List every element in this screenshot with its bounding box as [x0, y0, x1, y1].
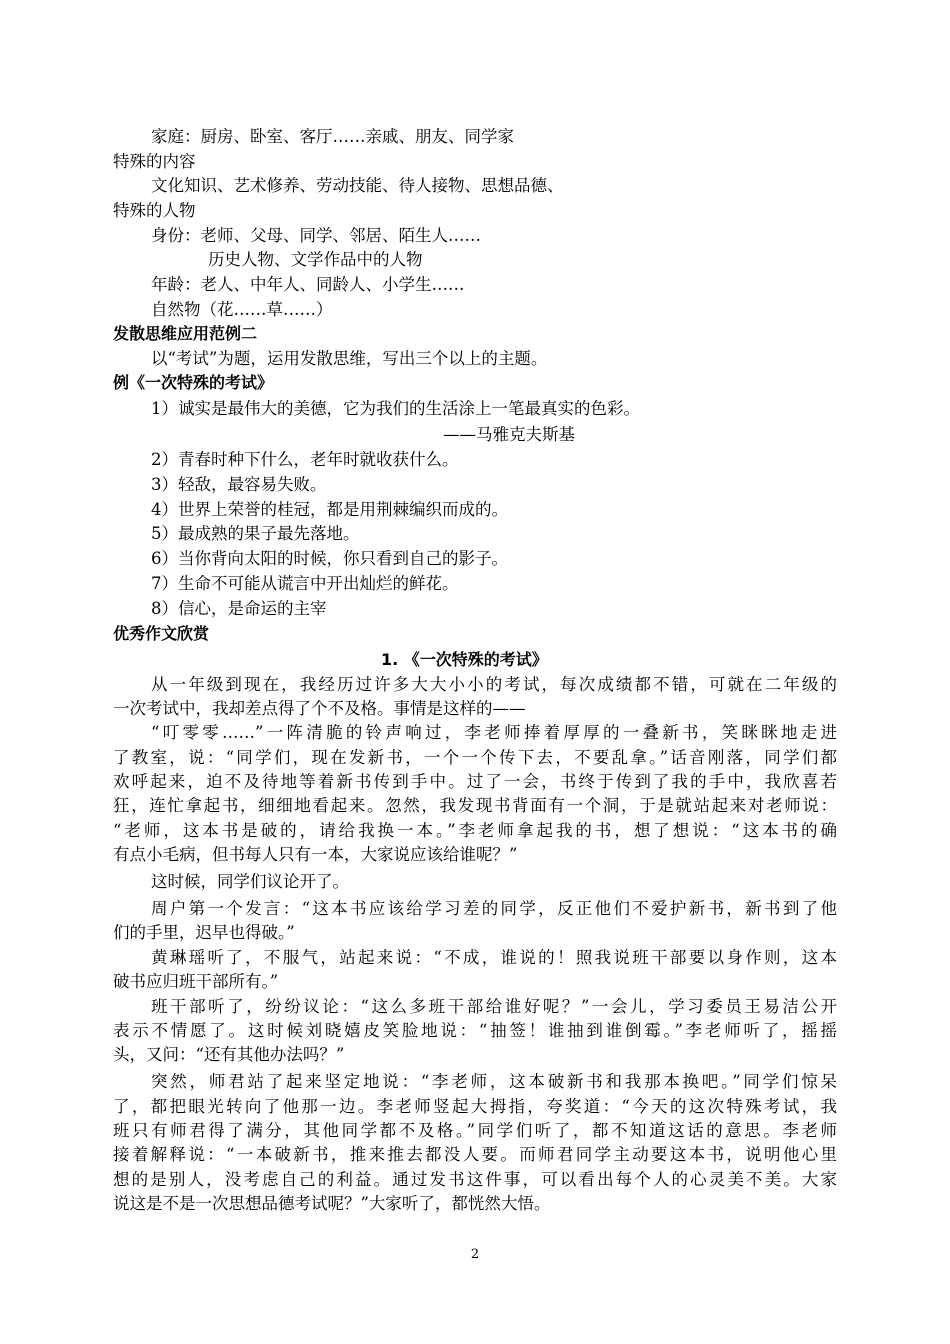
- paragraph-line: 狂，连忙拿起书，细细地看起来。忽然，我发现书背面有一个洞，于是就站起来对老师说：: [113, 796, 837, 815]
- text-line: 自然物（花……草……）: [151, 300, 333, 319]
- list-item: 8）信心，是命运的主宰: [151, 599, 327, 618]
- paragraph-line: 这时候，同学们议论开了。: [151, 872, 349, 891]
- list-item: 1）诚实是最伟大的美德，它为我们的生活涂上一笔最真实的色彩。: [151, 399, 640, 418]
- example-title: 例《一次特殊的考试》: [113, 373, 274, 392]
- paragraph-line: 头，又问：“还有其他办法吗？”: [113, 1045, 345, 1064]
- paragraph-line: 周户第一个发言：“这本书应该给学习差的同学，反正他们不爱护新书，新书到了他: [151, 899, 837, 918]
- list-item: 7）生命不可能从谎言中开出灿烂的鲜花。: [151, 574, 459, 593]
- text-line: 以“考试”为题，运用发散思维，写出三个以上的主题。: [151, 349, 548, 368]
- paragraph-line: 突然，师君站了起来坚定地说：“李老师，这本破新书和我那本换吧。”同学们惊呆: [151, 1072, 837, 1091]
- paragraph-line: 班干部听了，纷纷议论：“这么多班干部给谁好呢？”一会儿，学习委员王易洁公开: [151, 997, 837, 1016]
- section-label: 特殊的内容: [113, 152, 196, 171]
- paragraph-line: “叮零零……”一阵清脆的铃声响过，李老师捧着厚厚的一叠新书，笑眯眯地走进: [151, 723, 837, 742]
- list-item: 4）世界上荣誉的桂冠，都是用荆棘编织而成的。: [151, 500, 508, 519]
- paragraph-line: 了教室，说：“同学们，现在发新书，一个一个传下去，不要乱拿。”话音刚落，同学们都: [113, 748, 837, 767]
- paragraph-line: 欢呼起来，迫不及待地等着新书传到手中。过了一会，书终于传到了我的手中，我欣喜若: [113, 772, 837, 791]
- section-label: 特殊的人物: [113, 201, 196, 220]
- section-heading: 优秀作文欣赏: [113, 624, 210, 643]
- text-line: 历史人物、文学作品中的人物: [208, 250, 423, 269]
- paragraph-line: 一次考试中，我却差点得了个不及格。事情是这样的——: [113, 699, 526, 718]
- paragraph-line: 黄琳瑶听了，不服气，站起来说：“不成，谁说的！照我说班干部要以身作则，这本: [151, 948, 837, 967]
- list-item: 2）青春时种下什么，老年时就收获什么。: [151, 450, 459, 469]
- text-line: 文化知识、艺术修养、劳动技能、待人接物、思想品德、: [151, 176, 564, 195]
- page-number: 2: [470, 1247, 480, 1262]
- paragraph-line: 有点小毛病，但书每人只有一本，大家说应该给谁呢？”: [113, 845, 518, 864]
- paragraph-line: 从一年级到现在，我经历过许多大大小小的考试，每次成绩都不错，可就在二年级的: [151, 675, 837, 694]
- list-item: 6）当你背向太阳的时候，你只看到自己的影子。: [151, 549, 508, 568]
- paragraph-line: 表示不情愿了。这时候刘晓嬉皮笑脸地说：“抽签！谁抽到谁倒霉。”李老师听了，摇摇: [113, 1021, 837, 1040]
- section-heading: 发散思维应用范例二: [113, 324, 258, 343]
- list-item: 5）最成熟的果子最先落地。: [151, 524, 360, 543]
- list-item: 3）轻敌，最容易失败。: [151, 475, 327, 494]
- paragraph-line: 了，都把眼光转向了他那一边。李老师竖起大拇指，夸奖道：“今天的这次特殊考试，我: [113, 1097, 837, 1116]
- paragraph-line: 接着解释说：“一本破新书，推来推去都没人要。而师君同学主动要这本书，说明他心里: [113, 1145, 837, 1164]
- text-line: 家庭：厨房、卧室、客厅……亲戚、朋友、同学家: [151, 127, 514, 146]
- paragraph-line: 班只有师君得了满分，其他同学都不及格。”同学们听了，都不知道这话的意思。李老师: [113, 1121, 837, 1140]
- paragraph-line: 说这是不是一次思想品德考试呢？”大家听了，都恍然大悟。: [113, 1194, 551, 1213]
- paragraph-line: 破书应归班干部所有。”: [113, 972, 279, 991]
- text-line: 年龄：老人、中年人、同龄人、小学生……: [151, 275, 465, 294]
- text-line: 身份：老师、父母、同学、邻居、陌生人……: [151, 226, 481, 245]
- paragraph-line: 想的是别人，没考虑自己的利益。通过发书这件事，可以看出每个人的心灵美不美。大家: [113, 1170, 837, 1189]
- paragraph-line: “老师，这本书是破的，请给我换一本。”李老师拿起我的书，想了想说：“这本书的确: [113, 821, 837, 840]
- essay-title: 1. 《一次特殊的考试》: [381, 650, 548, 669]
- paragraph-line: 们的手里，迟早也得破。”: [113, 923, 295, 942]
- quote-attribution: ——马雅克夫斯基: [443, 425, 575, 444]
